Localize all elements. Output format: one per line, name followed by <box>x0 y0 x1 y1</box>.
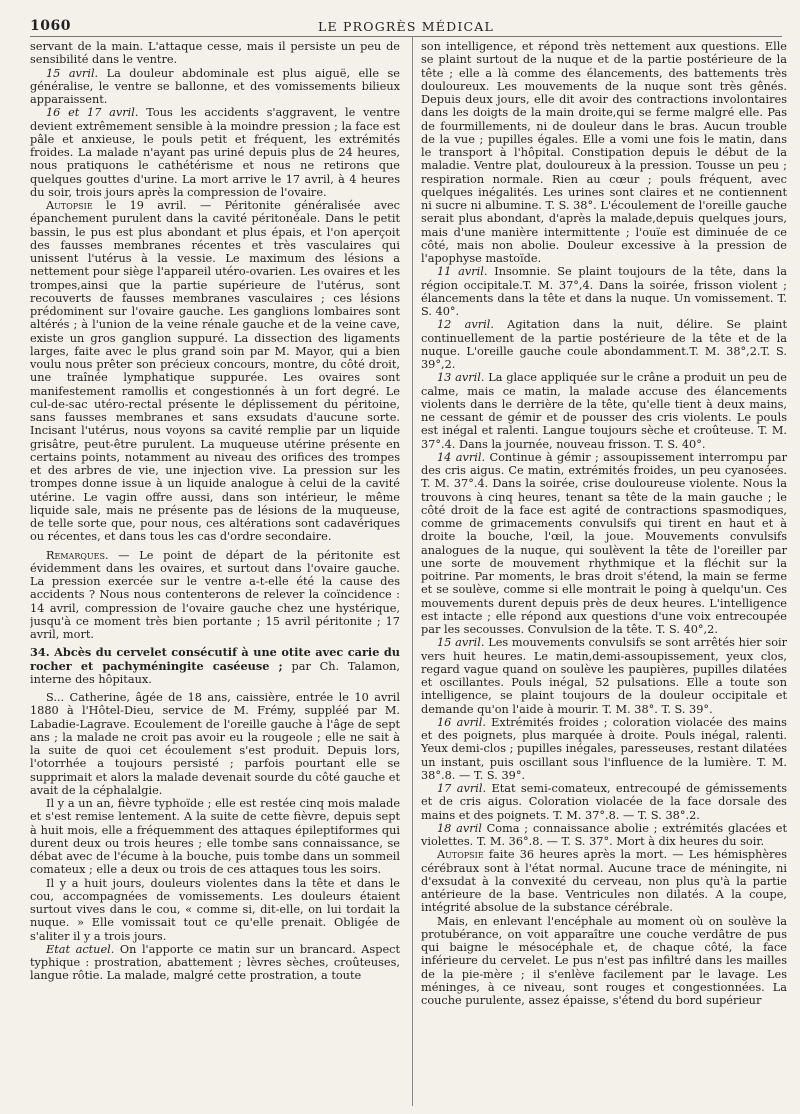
paragraph: Autopsie le 19 avril. — Péritonite généralisée avec épanchement purulent dans la cavité péritonéale. Dans le petit bassin, le pus est plus abondant et plus épais, et l'on aperçoit des fausses membranes récentes et très vasculaires qui unissent l'utérus à la vessie. Le maximum des lésions a nettement pour siège l'appareil utéro-ovarien. Les ovaires et les trompes,ainsi que la partie supérieure de l'utérus, sont recouverts de fausses membranes vasculaires ; ces lésions prédominent sur l'ovaire gauche. Les ganglions lombaires sont altérés ; à l'union de la veine rénale gauche et de la veine cave, existe un gros ganglion suppuré. La dissection des ligaments larges, faite avec le plus grand soin par M. Mayor, qui a bien voulu nous prêter son précieux concours, montre, du côté droit, une traînée lymphatique suppurée. Les ovaires sont manifestement ramollis et congestionnés à un fort degré. Le cul-de-sac utéro-rectal présente le déplissement du péritoine, sans fausses membranes et sans exsudats d'aucune sorte. Incisant l'utérus, nous voyons sa cavité remplie par un liquide grisâtre, peut-être purulent. La muqueuse utérine présente en certains points, notamment au niveau des orifices des trompes et des arbres de vie, une injection vive. La pression sur les trompes donne issue à un liquide analogue à celui de la cavité utérine. Le vagin offre aussi, dans son intérieur, le même liquide sale, mais ne présente pas de lésions de la muqueuse, de telle sorte que, pour nous, ces altérations sont cadavériques ou récentes, et dans tous les cas d'ordre secondaire. <box>30 199 400 544</box>
running-title: LE PROGRÈS MÉDICAL <box>318 19 494 34</box>
article-heading: 34. Abcès du cervelet consécutif à une otite avec carie du rocher et pachyméningite caséeuse ; par Ch. Talamon, interne des hôpitaux. <box>30 645 400 686</box>
paragraph: S... Catherine, âgée de 18 ans, caissière, entrée le 10 avril 1880 à l'Hôtel-Dieu, service de M. Frémy, suppléé par M. Labadie-Lagrave. Ecoulement de l'oreille gauche à l'âge de sept ans ; la malade ne croit pas avoir eu la rougeole ; elle ne sait à la suite de quoi cet écoulement s'est produit. Depuis lors, l'otorrhée a toujours persisté ; parfois pourtant elle se supprimait et alors la malade devenait sourde du côté gauche et avait de la céphalalgie. <box>30 691 400 797</box>
paragraph: 12 avril. Agitation dans la nuit, délire. Se plaint continuellement de la partie postérieure de la tête et de la nuque. L'oreille gauche coule abondamment.T. M. 38°,2.T. S. 39°,2. <box>421 318 787 371</box>
paragraph: Autopsie faite 36 heures après la mort. — Les hémisphères cérébraux sont à l'état normal. Aucune trace de méningite, ni d'exsudat à la convexité du cerveau, non plus qu'à la partie antérieure de la base. Ventricules non dilatés. A la coupe, intégrité absolue de la substance cérébrale. <box>421 848 787 915</box>
paragraph: 18 avril Coma ; connaissance abolie ; extrémités glacées et violettes. T. M. 36°.8. — T. S. 37°. Mort à dix heures du soir. <box>421 821 787 848</box>
paragraph: 14 avril. Continue à gémir ; assoupissement interrompu par des cris aigus. Ce matin, extrémités froides, un peu cyanosées. T. M. 37°.4. Dans la soirée, crise douloureuse violente. Nous la trouvons à cinq heures, tenant sa tête de la main gauche ; le côté droit de la face est agité de contractions spasmodiques, comme de grimacements convulsifs qui tirent en haut et à droite la bouche, l'œil, la joue. Mouvements convulsifs analogues de la nuque, qui soulèvent la tête de l'oreiller par une sorte de mouvement rhythmique et la fléchit sur la poitrine. Par moments, le bras droit s'étend, la main se ferme et se soulève, comme si elle montrait le poing à quelqu'un. Ces mouvements durent depuis près de deux heures. L'intelligence est intacte ; elle répond aux questions d'une voix entrecoupée par les secousses. Convulsion de la tête. T. S. 40°,2. <box>421 450 787 636</box>
section-lead: Remarques. <box>46 548 109 562</box>
paragraph: Etat actuel. On l'apporte ce matin sur un brancard. Aspect typhique : prostration, abattement ; lèvres sèches, croûteuses, langue rôtie. La malade, malgré cette prostration, a toute <box>30 942 400 983</box>
paragraph: servant de la main. L'attaque cesse, mais il persiste un peu de sensibilité dans le ventre. <box>30 40 400 67</box>
page-header <box>30 18 782 37</box>
paragraph: 15 avril. La douleur abdominale est plus aiguë, elle se généralise, le ventre se ballonne, et des vomissements bilieux apparaissent. <box>30 66 400 106</box>
date-lead: 15 avril. <box>46 66 99 80</box>
paragraph: 13 avril. La glace appliquée sur le crâne a produit un peu de calme, mais ce matin, la malade accuse des élancements violents dans le derrière de la tête, qu'elle tient à deux mains, ne cessant de gémir et de pousser des cris violents. Le pouls est inégal et ralenti. Langue toujours sèche et croûteuse. T. M. 37°.4. Dans la journée, nouveau frisson. T. S. 40°. <box>421 371 787 451</box>
paragraph: 11 avril. Insomnie. Se plaint toujours de la tête, dans la région occipitale.T. M. 37°,4. Dans la soirée, frisson violent ; élancements dans la tête et dans la nuque. Un vomissement. T. S. 40°. <box>421 265 787 318</box>
section-lead: Etat actuel. <box>46 942 115 956</box>
date-lead: 17 avril. <box>437 782 487 795</box>
right-column <box>421 40 787 1110</box>
date-lead: 15 avril. <box>437 636 485 650</box>
paragraph: 15 avril. Les mouvements convulsifs se sont arrêtés hier soir vers huit heures. Le matin,demi-assoupissement, yeux clos, regard vague quand on soulève les paupières, pupilles dilatées et oscillantes. Pouls inégal, 52 pulsations. Elle a toute son intelligence, se plaint toujours de la douleur occipitale et demande qu'on l'aide à mourir. T. M. 38°. T. S. 39°. <box>421 636 787 716</box>
date-lead: 14 avril. <box>437 450 486 464</box>
section-lead: Autopsie <box>46 199 93 212</box>
date-lead: 11 avril. <box>437 265 488 279</box>
paragraph: Mais, en enlevant l'encéphale au moment où on soulève la protubérance, on voit apparaître une couche verdâtre de pus qui baigne le mésocéphale et, de chaque côté, la face inférieure du cervelet. Le pus n'est pas infiltré dans les mailles de la pie-mère ; il s'enlève facilement par le lavage. Les méninges, à ce niveau, sont rouges et congestionnées. La couche purulente, assez épaisse, s'étend du bord supérieur <box>421 914 787 1007</box>
date-lead: 18 avril <box>437 821 482 835</box>
date-lead: 12 avril. <box>437 318 494 332</box>
left-column <box>30 40 400 1110</box>
section-lead: Autopsie <box>437 848 484 862</box>
paragraph: Remarques. — Le point de départ de la péritonite est évidemment dans les ovaires, et surtout dans l'ovaire gauche. La pression exercée sur le ventre a-t-elle été la cause des accidents ? Nous nous contenterons de relever la coïncidence : 14 avril, compression de l'ovaire gauche chez une hystérique, jusqu'à ce moment très bien portante ; 15 avril péritonite ; 17 avril, mort. <box>30 548 400 641</box>
date-lead: 16 et 17 avril. <box>46 106 139 120</box>
paragraph: Il y a un an, fièvre typhoïde ; elle est restée cinq mois malade et s'est remise lentement. A la suite de cette fièvre, depuis sept à huit mois, elle a fréquemment des attaques épileptiformes qui durent deux ou trois heures ; elle tombe sans connaissance, se débat avec de l'écume à la bouche, puis tombe dans un sommeil comateux ; elle a deux ou trois de ces attaques tous les soirs. <box>30 797 400 877</box>
date-lead: 16 avril. <box>437 715 486 729</box>
column-divider <box>412 36 413 1106</box>
paragraph: 17 avril. Etat semi-comateux, entrecoupé de gémissements et de cris aigus. Coloration violacée de la face dorsale des mains et des poignets. T. M. 37°.8. — T. S. 38°.2. <box>421 782 787 822</box>
paragraph: 16 et 17 avril. Tous les accidents s'aggravent, le ventre devient extrêmement sensible à la moindre pression ; la face est pâle et anxieuse, le pouls petit et fréquent, les extrémités froides. La malade n'ayant pas uriné depuis plus de 24 heures, nous pratiquons le cathétérisme et nous ne retirons que quelques gouttes d'urine. La mort arrive le 17 avril, à 4 heures du soir, trois jours après la compression de l'ovaire. <box>30 106 400 199</box>
paragraph: Il y a huit jours, douleurs violentes dans la tête et dans le cou, accompagnées de vomissements. Les douleurs étaient surtout vives dans le cou, « comme si, dit-elle, on lui tordait la nuque. » Elle vomissait tout ce qu'elle prenait. Obligée de s'aliter il y a trois jours. <box>30 876 400 943</box>
paragraph: 16 avril. Extrémités froides ; coloration violacée des mains et des poignets, plus marquée à droite. Pouls inégal, ralenti. Yeux demi-clos ; pupilles inégales, paresseuses, restant dilatées un instant, puis oscillant sous l'influence de la lumière. T. M. 38°.8. — T. S. 39°. <box>421 715 787 782</box>
date-lead: 13 avril. <box>437 371 485 385</box>
page-number: 1060 <box>30 18 71 34</box>
paragraph: son intelligence, et répond très nettement aux questions. Elle se plaint surtout de la nuque et de la partie postérieure de la tête ; elle a là comme des élancements, des battements très douloureux. Les mouvements de la nuque sont très gênés. Depuis deux jours, elle dit avoir des contractions involontaires dans les doigts de la main droite,qui se ferme malgré elle. Pas de fourmillements, ni de douleur dans le bras. Aucun trouble de la vue ; pupilles égales. Elle a vomi une fois le matin, dans le transport à l'hôpital. Constipation depuis le début de la maladie. Ventre plat, douloureux à la pression. Tousse un peu ; respiration normale. Rien au cœur ; pouls fréquent, avec quelques inégalités. Les urines sont claires et ne contiennent ni sucre ni albumine. T. S. 38°. L'écoulement de l'oreille gauche serait plus abondant, d'après la malade,depuis quelques jours, mais d'une manière intermittente ; l'ouïe est diminuée de ce côté, mais non abolie. Douleur excessive à la pression de l'apophyse mastoïde. <box>421 40 787 265</box>
